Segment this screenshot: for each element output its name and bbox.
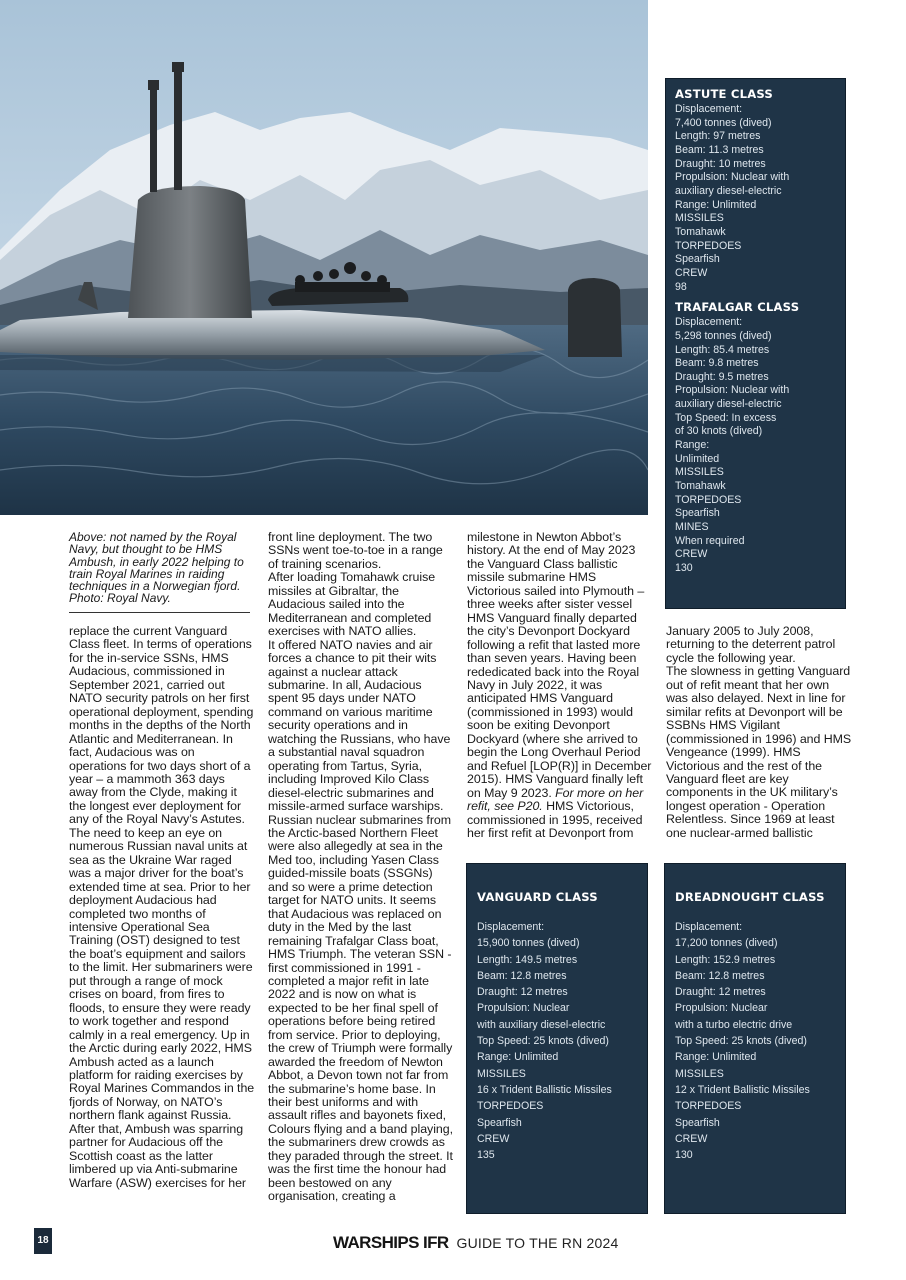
spec-list-dreadnought — [675, 919, 835, 1163]
spec-line: Range: Unlimited — [675, 198, 757, 211]
spec-line: Length: 152.9 metres — [675, 953, 776, 966]
caption-divider — [69, 612, 250, 613]
spec-line: 16 x Trident Ballistic Missiles — [477, 1083, 612, 1096]
spec-line: TORPEDOES — [675, 1100, 742, 1113]
paragraph: After loading Tomahawk cruise missiles at Gibraltar, the Audacious sailed into the Mediterranean and completed exercises with NATO allies. — [268, 570, 436, 639]
spec-line: Beam: 12.8 metres — [675, 969, 765, 982]
paragraph — [467, 531, 653, 840]
spec-line: Spearfish — [675, 507, 720, 520]
spec-line: CREW — [675, 548, 708, 561]
magazine-brand: WARSHIPS IFR — [333, 1233, 449, 1252]
spec-list-astute — [675, 103, 836, 294]
spec-line: 5,298 tonnes (dived) — [675, 329, 772, 342]
spec-line: 130 — [675, 1149, 693, 1162]
spec-line: Beam: 9.8 metres — [675, 357, 759, 370]
spec-line: Displacement: — [675, 316, 743, 329]
spec-line: CREW — [477, 1132, 510, 1145]
spec-line: Spearfish — [675, 1116, 720, 1129]
spec-line: Beam: 12.8 metres — [477, 969, 567, 982]
spec-line: 7,400 tonnes (dived) — [675, 116, 772, 129]
paragraph: replace the current Vanguard Class fleet. In terms of operations for the in-service SSNs, HMS Audacious, commissioned in September 2021, carried out NATO security patrols on her first operational deployment, spending months in the depths of the North Atlantic and Mediterranean. In fact, Audacious was on operations for two days short of a year – a mammoth 363 days away from the Clyde, making it the longest ever deployment for any of the Royal Navy’s Astutes. The need to keep an eye on numerous Russian naval units at sea as the Ukraine War raged was a major driver for the boat’s extended time at sea. Prior to her deployment Audacious had completed two months of intensive Operational Sea Training (OST) designed to test the boat’s equipment and sailors to the limit. Her submariners were put through a range of mock crises on board, from fires to floods, to ensure they were ready to work together and respond calmly in a real emergency. Up in the Arctic during early 2022, HMS Ambush acted as a launch platform for raiding exercises by Royal Marines Commandos in the fjords of Norway, on NATO’s northern flank against Russia. After that, Ambush was sparring partner for Audacious off the Scottish coast as the latter limbered up via Anti-submarine Warfare (ASW) exercises for her — [69, 624, 255, 1190]
spec-line: MISSILES — [675, 212, 724, 225]
spec-line: Propulsion: Nuclear — [477, 1002, 570, 1015]
spec-line: Unlimited — [675, 452, 720, 465]
spec-line: with a turbo electric drive — [675, 1018, 793, 1031]
paragraph: It offered NATO navies and air forces a chance to pit their wits against a nuclear attack submarine. In all, Audacious spent 95 days under NATO command on various maritime security operations and in watching the Russians, who have a substantial naval squadron operating from Tartus, Syria, including Improved Kilo Class diesel-electric submarines and missile-armed surface warships. Russian nuclear submarines from the Arctic-based Northern Fleet were also allegedly at sea in the Med too, including Yasen Class guided-missile boats (SSGNs) and so were a prime detection target for NATO units. It seems that Audacious was replaced on duty in the Med by the last remaining Trafalgar Class boat, HMS Triumph. The veteran SSN - first commissioned in 1991 - completed a major refit in late 2022 and is now on what is expected to be her final spell of operations before being retired from service. Prior to deploying, the crew of Triumph were formally awarded the freedom of Newton Abbot, a Devon town not far from the submarine’s home base. In their best uniforms and with assault rifles and bayonets fixed, Colours flying and a band playing, the submariners drew crowds as they paraded through the street. It was the first time the honour had been bestowed on any organisation, creating a — [268, 637, 453, 1204]
photo-caption: Above: not named by the Royal Navy, but thought to be HMS Ambush, in early 2022 helping to train Royal Marines in raiding techniques in a Norwegian fjord. Photo: Royal Navy. — [69, 530, 244, 606]
spec-line: 17,200 tonnes (dived) — [675, 937, 778, 950]
spec-line: auxiliary diesel-electric — [675, 184, 782, 197]
spec-line: Displacement: — [675, 103, 743, 115]
spec-line: MINES — [675, 521, 709, 534]
spec-line: Tomahawk — [675, 225, 726, 238]
spec-line: Spearfish — [675, 253, 720, 266]
spec-line: CREW — [675, 1132, 708, 1145]
spec-line: Draught: 12 metres — [675, 986, 766, 999]
spec-title-astute: ASTUTE CLASS — [675, 87, 773, 101]
article-column-3 — [467, 531, 653, 840]
article-column-4 — [666, 625, 852, 840]
spec-line: When required — [675, 534, 745, 547]
spec-title-vanguard: VANGUARD CLASS — [477, 890, 598, 904]
spec-line: Spearfish — [477, 1116, 522, 1129]
spec-line: MISSILES — [675, 1067, 724, 1080]
cross-reference: For more on her refit, see P20. — [467, 785, 644, 814]
spec-line: Tomahawk — [675, 480, 726, 493]
spec-line: Top Speed: 25 knots (dived) — [477, 1035, 609, 1048]
spec-line: 12 x Trident Ballistic Missiles — [675, 1083, 810, 1096]
spec-line: Displacement: — [675, 921, 743, 933]
spec-box-vanguard — [466, 863, 648, 1214]
spec-list-trafalgar — [675, 316, 836, 575]
spec-line: Range: — [675, 439, 710, 452]
publication-title: GUIDE TO THE RN 2024 — [456, 1235, 619, 1251]
spec-line: Propulsion: Nuclear with — [675, 171, 790, 184]
page-footer — [333, 1233, 618, 1253]
spec-line: 135 — [477, 1149, 495, 1162]
spec-line: auxiliary diesel-electric — [675, 398, 782, 411]
spec-line: 15,900 tonnes (dived) — [477, 937, 580, 950]
spec-line: TORPEDOES — [477, 1100, 544, 1113]
spec-box-dreadnought — [664, 863, 846, 1214]
spec-line: Top Speed: 25 knots (dived) — [675, 1035, 807, 1048]
paragraph-text: HMS Victorious, commissioned in 1995, received her first refit at Devonport from — [467, 799, 643, 840]
paragraph: front line deployment. The two SSNs went toe-to-toe in a range of training scenarios. — [268, 530, 443, 571]
spec-line: CREW — [675, 266, 708, 279]
article-column-2 — [268, 531, 454, 1204]
spec-box-astute-trafalgar — [665, 78, 846, 609]
spec-line: MISSILES — [675, 466, 724, 479]
spec-line: Propulsion: Nuclear — [675, 1002, 768, 1015]
spec-line: Draught: 10 metres — [675, 157, 766, 170]
submarine-photo — [0, 0, 648, 515]
spec-line: Propulsion: Nuclear with — [675, 384, 790, 397]
spec-line: Draught: 12 metres — [477, 986, 568, 999]
spec-line: Range: Unlimited — [477, 1051, 559, 1064]
spec-line: TORPEDOES — [675, 493, 742, 506]
paragraph: The slowness in getting Vanguard out of refit meant that her own was also delayed. Next in line for similar refits at Devonport will be SSBNs HMS Vigilant (commissioned in 1996) and HMS Vengeance (1999). HMS Victorious and the rest of the Vanguard fleet are key components in the UK military’s longest operation - Operation Relentless. Since 1969 at least one nuclear-armed ballistic — [666, 664, 852, 840]
spec-line: Range: Unlimited — [675, 1051, 757, 1064]
spec-line: of 30 knots (dived) — [675, 425, 763, 438]
paragraph-text: milestone in Newton Abbot’s history. At the end of May 2023 the Vanguard Class ballistic missile submarine HMS Victorious sailed into Plymouth – three weeks after sister vessel HMS Vanguard finally departed the city’s Devonport Dockyard following a refit that lasted more than seven years. Having been rededicated back into the Royal Navy in July 2022, it was anticipated HMS Vanguard (commissioned in 1993) would soon be exiting Devonport Dockyard (where she arrived to begin the Long Overhaul Period and Refuel [LOP(R)] in December 2015). HMS Vanguard finally left on May 9 2023. — [467, 530, 652, 800]
spec-line: 98 — [675, 280, 687, 293]
spec-title-dreadnought: DREADNOUGHT CLASS — [675, 890, 825, 904]
article-column-1 — [69, 625, 255, 1190]
spec-list-vanguard — [477, 919, 637, 1163]
spec-line: Top Speed: In excess — [675, 411, 777, 424]
spec-line: with auxiliary diesel-electric — [477, 1018, 606, 1031]
spec-title-trafalgar: TRAFALGAR CLASS — [675, 300, 800, 315]
spec-line: Length: 85.4 metres — [675, 343, 770, 356]
spec-line: Displacement: — [477, 921, 545, 933]
spec-line: Draught: 9.5 metres — [675, 370, 769, 383]
spec-line: Length: 149.5 metres — [477, 953, 578, 966]
spec-line: TORPEDOES — [675, 239, 742, 252]
page-number: 18 — [34, 1228, 52, 1254]
spec-line: Length: 97 metres — [675, 130, 761, 143]
spec-line: Beam: 11.3 metres — [675, 143, 764, 156]
spec-line: 130 — [675, 562, 693, 574]
spec-line: MISSILES — [477, 1067, 526, 1080]
paragraph: January 2005 to July 2008, returning to the deterrent patrol cycle the following year. — [666, 624, 836, 665]
